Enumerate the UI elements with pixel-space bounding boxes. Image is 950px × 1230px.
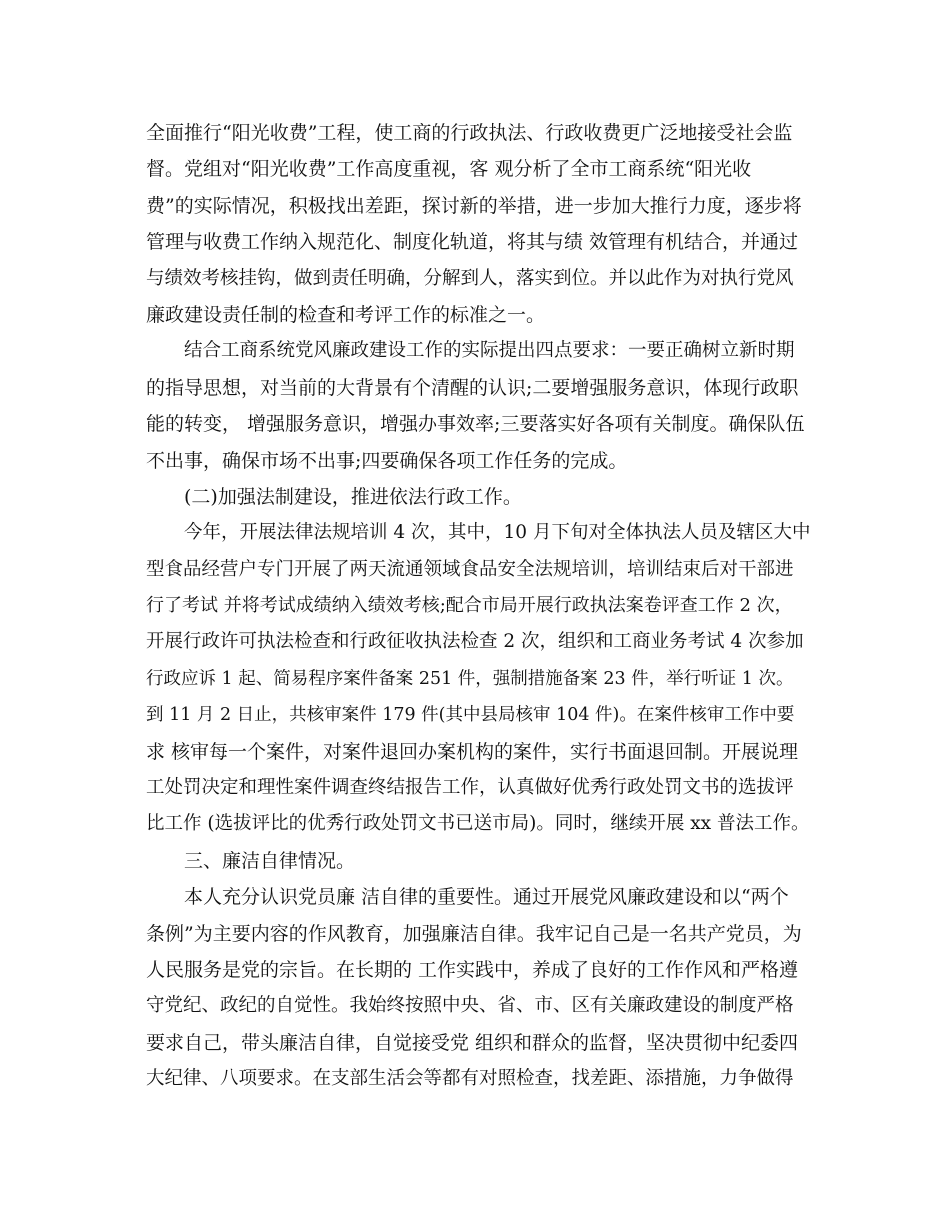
text-line: 与绩效考核挂钩，做到责任明确，分解到人，落实到位。并以此作为对执行党风 [146,267,794,289]
text-line: 求 核审每一个案件，对案件退回办案机构的案件，实行书面退回制。开展说理 [146,740,799,763]
text-line: 守党纪、政纪的自觉性。我始终按照中央、省、市、区有关廉政建设的制度严格 [146,995,794,1017]
text-line: 能的转变， 增强服务意识，增强办事效率;三要落实好各项有关制度。确保队伍 [146,413,805,436]
document-body [146,115,810,1098]
text-line: 今年，开展法律法规培训 4 次，其中，10 月下旬对全体执法人员及辖区大中 [184,522,811,544]
text-line: 大纪律、八项要求。在支部生活会等都有对照检查，找差距、添措施，力争做得 [146,1068,794,1090]
text-line: 工处罚决定和理性案件调查终结报告工作，认真做好优秀行政处罚文书的选拔评 [146,777,794,799]
text-line: 廉政建设责任制的检查和考评工作的标准之一。 [146,303,546,326]
text-line: 要求自己，带头廉洁自律，自觉接受党 组织和群众的监督，坚决贯彻中纪委四 [146,1031,799,1054]
text-line: 三、廉洁自律情况。 [184,849,356,872]
text-line: 行政应诉 1 起、简易程序案件备案 251 件，强制措施备案 23 件，举行听证 1 次。 [146,668,794,689]
text-line: 的指导思想，对当前的大背景有个清醒的认识;二要增强服务意识，体现行政职 [146,376,799,399]
text-line: 不出事，确保市场不出事;四要确保各项工作任务的完成。 [146,449,628,472]
text-line: 行了考试 并将考试成绩纳入绩效考核;配合市局开展行政执法案卷评查工作 2 次， [146,595,793,617]
text-line: 条例”为主要内容的作风教育，加强廉洁自律。我牢记自己是一名共产党员，为 [146,922,802,945]
text-line: 督。党组对“阳光收费”工作高度重视，客 观分析了全市工商系统“阳光收 [146,158,752,181]
text-line: 管理与收费工作纳入规范化、制度化轨道，将其与绩 效管理有机结合，并通过 [146,231,799,254]
text-line: 结合工商系统党风廉政建设工作的实际提出四点要求：一要正确树立新时期 [184,340,795,362]
text-line: 全面推行“阳光收费”工程，使工商的行政执法、行政收费更广泛地接受社会监 [146,122,793,144]
text-line: (二)加强法制建设，推进依法行政工作。 [184,485,522,508]
text-line: 人民服务是党的宗旨。在长期的 工作实践中，养成了良好的工作作风和严格遵 [146,958,799,981]
text-line: 型食品经营户专门开展了两天流通领域食品安全法规培训，培训结束后对干部进 [146,558,794,580]
text-line: 开展行政许可执法检查和行政征收执法检查 2 次，组织和工商业务考试 4 次参加 [146,631,804,653]
text-line: 到 11 月 2 日止，共核审案件 179 件(其中县局核审 104 件)。在案件核审工作中要 [146,705,795,726]
text-line: 费”的实际情况，积极找出差距，探讨新的举措，进一步加大推行力度，逐步将 [146,194,802,217]
text-line: 比工作 (选拔评比的优秀行政处罚文书已送市局)。同时，继续开展 xx 普法工作。 [146,813,810,835]
text-line: 本人充分认识党员廉 洁自律的重要性。通过开展党风廉政建设和以“两个 [184,886,789,909]
